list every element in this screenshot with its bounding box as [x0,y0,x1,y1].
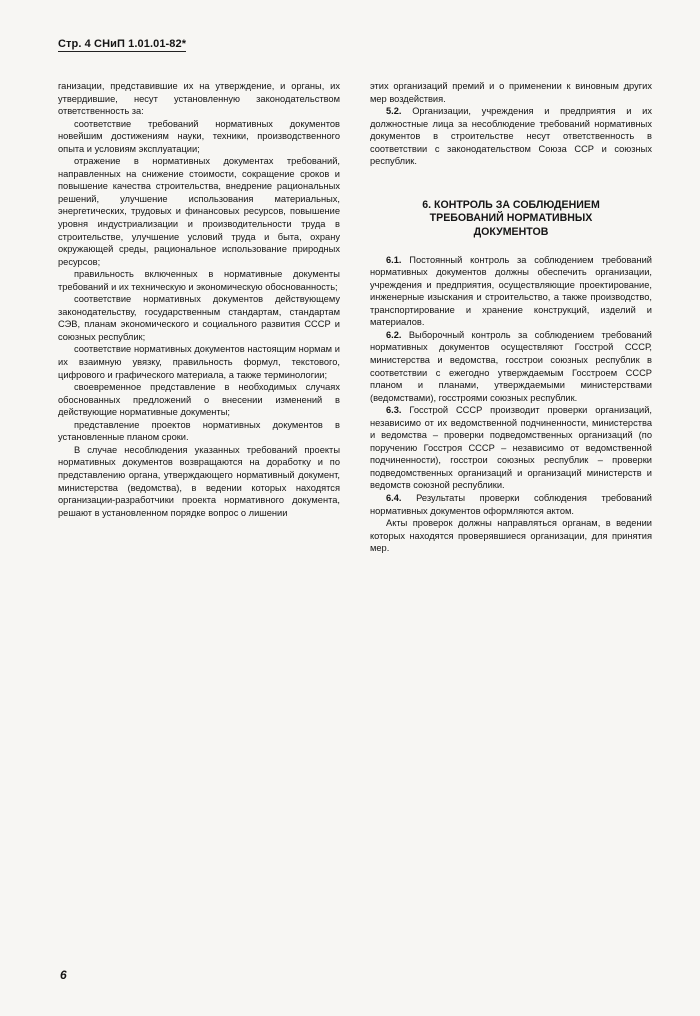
paragraph-text: Организации, учреждения и предприятия и их должностные лица за несоблюдение требований нормативных документов в строительстве несут ответственность в соответствии с законодательством Союза ССР и союзных республик. [370,106,652,167]
paragraph: соответствие требований нормативных документов новейшим достижениям науки, техники, производственного опыта и условиям эксплуатации; [58,118,340,154]
section-heading [370,199,652,240]
paragraph-5-2 [370,105,652,168]
section-heading-line: 6. КОНТРОЛЬ ЗА СОБЛЮДЕНИЕМ [422,198,600,211]
paragraph-6-2 [370,329,652,404]
paragraph-number: 6.1. [386,254,402,265]
paragraph-text: Госстрой СССР производит проверки организаций, независимо от их ведомственной подчиненности, министерства и ведомства – проверки подведомственных организаций (по поручению Госстроя СССР – независимо от ведомственной подчиненности), госстрои союзных республик – проверки подведомственных организаций и организаций министерств и ведомств союзной республики. [370,405,652,491]
section-heading-line: ДОКУМЕНТОВ [473,226,549,239]
paragraph: представление проектов нормативных документов в установленные планом сроки. [58,419,340,443]
page-number: 6 [60,968,67,982]
left-column [58,80,340,519]
paragraph: своевременное представление в необходимых случаях обоснованных предложений о внесении изменений в действующие нормативные документы; [58,382,340,418]
right-column [370,80,652,555]
paragraph-6-1 [370,254,652,329]
paragraph-number: 6.2. [386,329,402,340]
paragraph: отражение в нормативных документах требований, направленных на снижение стоимости, сокращение сроков и повышение качества строительства, внедрение рациональных решений, улучшение использования материальных, энергетических, трудовых и финансовых ресурсов, повышение уровня индустриализации и производительности труда в строительстве, улучшение условий труда и быта, охрану окружающей среды, рациональное использование природных ресурсов; [58,156,340,267]
paragraph: В случае несоблюдения указанных требований проекты нормативных документов возвращаются на доработку и по представлению органа, утверждающего нормативный документ, министерства (ведомства), в ведении которых находятся организации-разработчики проекта нормативного документа, решают в установленном порядке вопрос о лишении [58,444,340,518]
paragraph-number: 6.3. [386,405,402,416]
running-head: Стр. 4 СНиП 1.01.01-82* [58,38,187,50]
paragraph-text: Постоянный контроль за соблюдением требований нормативных документов должны обеспечить организации, учреждения и предприятия, осуществляющие проектирование, инженерные изыскания и строительство, а также производство, транспортирование и хранение конструкций, изделий и материалов. [370,254,652,328]
paragraph-continuation: этих организаций премий и о применении к виновным других мер воздействия. [370,81,652,104]
paragraph: соответствие нормативных документов настоящим нормам и их взаимную увязку, правильность формул, текстового, цифрового и графического материала, а также терминологии; [58,344,340,380]
paragraph-6-3 [370,404,652,492]
paragraph: правильность включенных в нормативные документы требований и их техническую и экономическую обоснованность; [58,269,340,292]
paragraph-number: 6.4. [386,493,402,503]
section-heading-line: ТРЕБОВАНИЙ НОРМАТИВНЫХ [429,212,593,225]
paragraph: соответствие нормативных документов действующему законодательству, государственным стандартам, стандартам СЭВ, планам экономического и социального развития СССР и союзных республик; [58,294,340,342]
paragraph: ганизации, представившие их на утверждение, и органы, их утвердившие, несут установленную законодательством ответственность за: [58,81,340,117]
paragraph-text: Выборочный контроль за соблюдением требований нормативных документов осуществляют Госстрой СССР, министерства и ведомства, госстрои союзных республик в соответствии с ежегодно утверждаемым Госстроем СССР планом и планами, утверждаемыми министерствами (ведомствами), госстроями союзных республик. [370,329,652,403]
paragraph-text: Результаты проверки соблюдения требований нормативных документов оформляются актом. [370,493,652,516]
paragraph-number: 5.2. [386,106,402,117]
paragraph-closing: Акты проверок должны направляться органам, в ведении которых находятся проверявшиеся организации, для принятия мер. [370,518,652,554]
paragraph-6-4 [370,492,652,517]
